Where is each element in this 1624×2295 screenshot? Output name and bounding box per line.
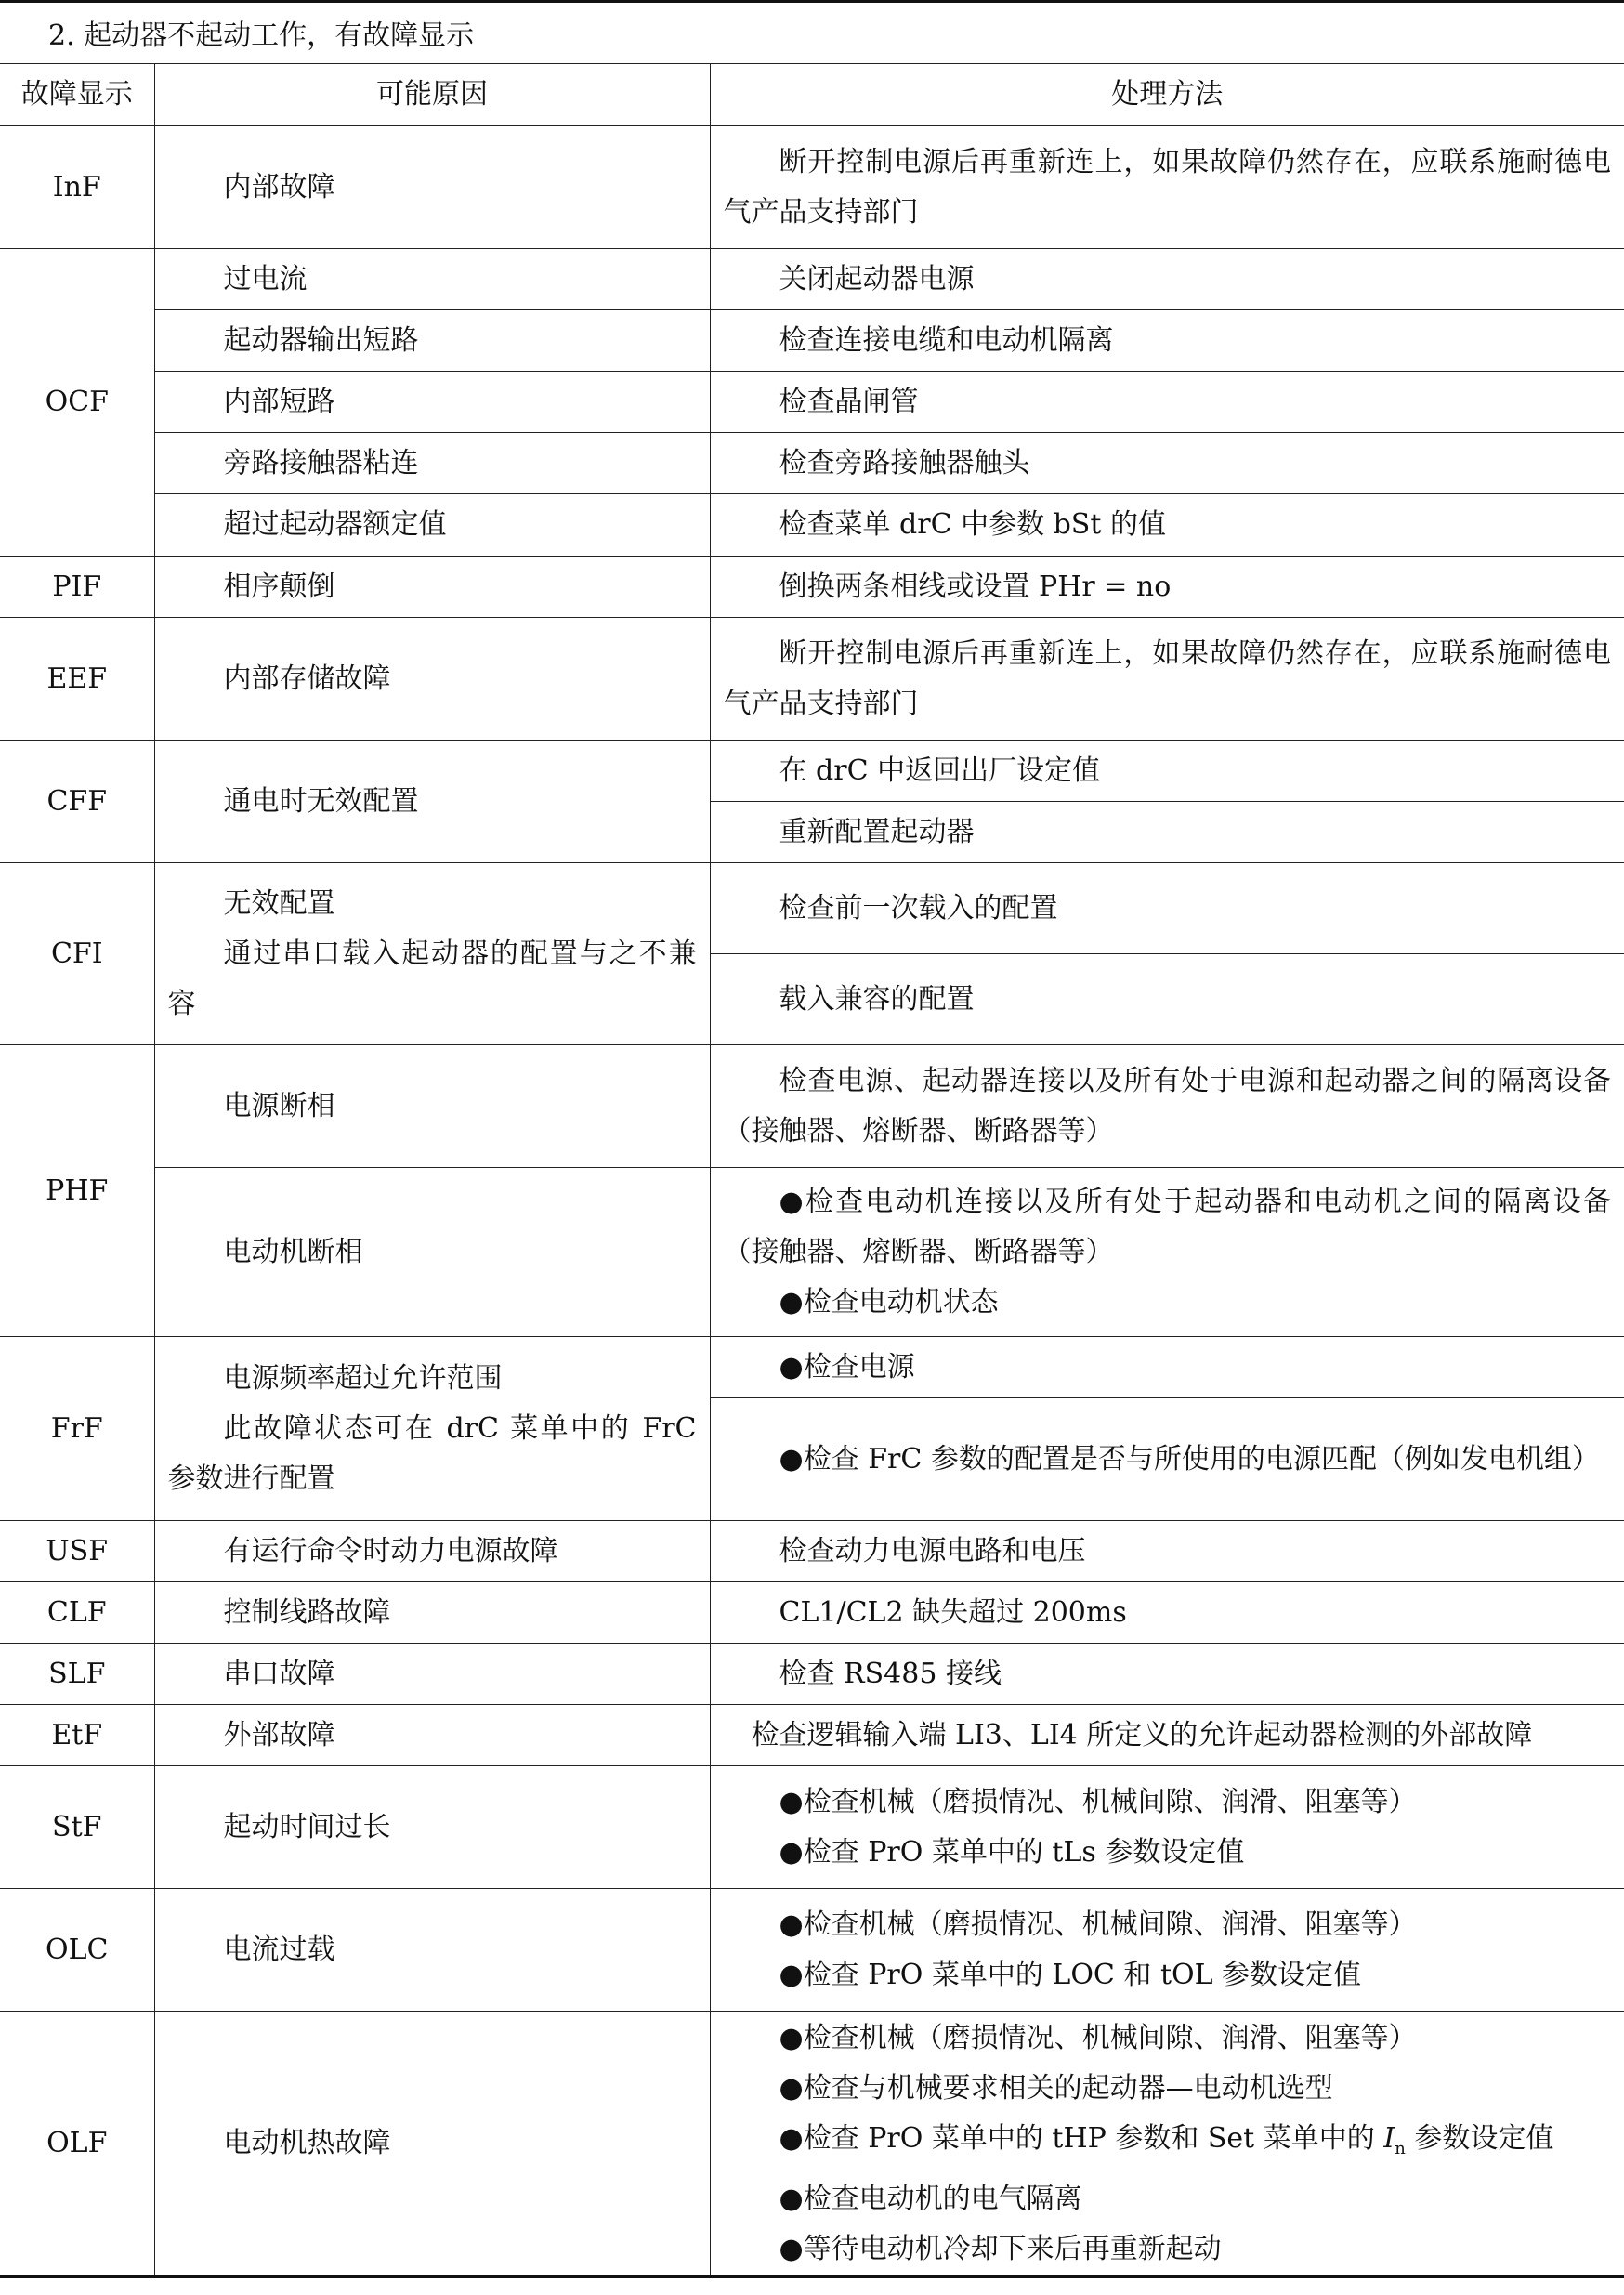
fault-code: OLF (0, 2012, 154, 2277)
header-possible-cause: 可能原因 (154, 64, 710, 126)
remedy-line: ●检查机械（磨损情况、机械间隙、润滑、阻塞等） (779, 1908, 1417, 1941)
fault-cause: 过电流 (154, 249, 710, 310)
remedy-line: ●检查机械（磨损情况、机械间隙、润滑、阻塞等） (779, 1785, 1417, 1818)
cause-line: 通过串口载入起动器的配置与之不兼容 (167, 937, 697, 1020)
remedy-line: ●等待电动机冷却下来后再重新起动 (779, 2232, 1222, 2265)
remedy-line: ●检查电动机连接以及所有处于起动器和电动机之间的隔离设备（接触器、熔断器、断路器等） (723, 1185, 1611, 1268)
fault-code: PHF (0, 1045, 154, 1337)
rated-current-symbol: I (1383, 2121, 1395, 2155)
fault-code: StF (0, 1766, 154, 1889)
fault-code: CLF (0, 1582, 154, 1644)
remedy-line: ●检查与机械要求相关的起动器—电动机选型 (779, 2071, 1333, 2105)
fault-remedy: 检查逻辑输入端 LI3、LI4 所定义的允许起动器检测的外部故障 (710, 1705, 1624, 1766)
fault-remedy (710, 1766, 1624, 1889)
fault-code: FrF (0, 1337, 154, 1521)
top-rule (0, 0, 1624, 3)
fault-remedy (710, 1168, 1624, 1337)
remedy-text: ●检查 PrO 菜单中的 tHP 参数和 Set 菜单中的 (779, 2121, 1384, 2155)
fault-remedy: CL1/CL2 缺失超过 200ms (710, 1582, 1624, 1644)
table-row (0, 1168, 1624, 1337)
remedy-line (724, 2114, 1612, 2174)
fault-code: EtF (0, 1705, 154, 1766)
fault-cause: 外部故障 (154, 1705, 710, 1766)
fault-cause: 内部短路 (154, 372, 710, 433)
fault-table (0, 63, 1624, 2278)
fault-remedy: ●检查 FrC 参数的配置是否与所使用的电源匹配（例如发电机组） (710, 1398, 1624, 1521)
fault-cause: 内部存储故障 (154, 618, 710, 741)
fault-cause: 电流过载 (154, 1889, 710, 2012)
cause-line: 此故障状态可在 drC 菜单中的 FrC 参数进行配置 (167, 1411, 697, 1495)
fault-remedy: 倒换两条相线或设置 PHr = no (710, 557, 1624, 618)
fault-remedy: ●检查电源 (710, 1337, 1624, 1398)
fault-remedy: 重新配置起动器 (710, 802, 1624, 863)
fault-cause: 电源断相 (154, 1045, 710, 1168)
cause-line: 无效配置 (223, 886, 335, 920)
fault-cause: 通电时无效配置 (154, 741, 710, 863)
fault-cause (154, 863, 710, 1045)
fault-cause: 超过起动器额定值 (154, 494, 710, 557)
table-row (0, 1045, 1624, 1168)
table-row (0, 741, 1624, 802)
table-row (0, 249, 1624, 310)
fault-remedy: 关闭起动器电源 (710, 249, 1624, 310)
table-row (0, 1705, 1624, 1766)
fault-remedy: 检查晶闸管 (710, 372, 1624, 433)
table-header-row (0, 64, 1624, 126)
fault-code: InF (0, 126, 154, 249)
fault-code: OCF (0, 249, 154, 557)
table-row (0, 1889, 1624, 2012)
table-row (0, 372, 1624, 433)
remedy-text: 参数设定值 (1405, 2121, 1554, 2155)
fault-cause: 串口故障 (154, 1644, 710, 1705)
fault-remedy: 断开控制电源后再重新连上，如果故障仍然存在，应联系施耐德电气产品支持部门 (710, 618, 1624, 741)
fault-cause: 旁路接触器粘连 (154, 433, 710, 494)
table-row (0, 618, 1624, 741)
fault-remedy: 检查连接电缆和电动机隔离 (710, 310, 1624, 372)
table-row (0, 1766, 1624, 1889)
fault-cause: 控制线路故障 (154, 1582, 710, 1644)
fault-code: USF (0, 1521, 154, 1582)
table-row (0, 1521, 1624, 1582)
table-row (0, 1644, 1624, 1705)
rated-current-subscript: n (1395, 2138, 1406, 2158)
fault-code: CFI (0, 863, 154, 1045)
remedy-line: ●检查机械（磨损情况、机械间隙、润滑、阻塞等） (779, 2021, 1417, 2054)
fault-remedy: 在 drC 中返回出厂设定值 (710, 741, 1624, 802)
fault-remedy: 检查前一次载入的配置 (710, 863, 1624, 954)
fault-code: SLF (0, 1644, 154, 1705)
fault-cause: 电动机热故障 (154, 2012, 710, 2277)
fault-remedy: 载入兼容的配置 (710, 954, 1624, 1045)
table-row (0, 863, 1624, 954)
fault-code: OLC (0, 1889, 154, 2012)
fault-remedy: 检查 RS485 接线 (710, 1644, 1624, 1705)
fault-cause: 电动机断相 (154, 1168, 710, 1337)
fault-remedy: 断开控制电源后再重新连上，如果故障仍然存在，应联系施耐德电气产品支持部门 (710, 126, 1624, 249)
fault-remedy: 检查旁路接触器触头 (710, 433, 1624, 494)
remedy-line: ●检查 PrO 菜单中的 LOC 和 tOL 参数设定值 (779, 1958, 1362, 1991)
header-remedy: 处理方法 (710, 64, 1624, 126)
fault-cause: 内部故障 (154, 126, 710, 249)
fault-code: PIF (0, 557, 154, 618)
fault-remedy: 检查动力电源电路和电压 (710, 1521, 1624, 1582)
fault-remedy (710, 1889, 1624, 2012)
remedy-line: ●检查 PrO 菜单中的 tLs 参数设定值 (779, 1835, 1245, 1869)
table-row (0, 494, 1624, 557)
fault-code: CFF (0, 741, 154, 863)
fault-remedy: 检查电源、起动器连接以及所有处于电源和起动器之间的隔离设备（接触器、熔断器、断路器等） (710, 1045, 1624, 1168)
remedy-line: ●检查电动机的电气隔离 (779, 2182, 1082, 2215)
table-row (0, 126, 1624, 249)
fault-cause: 相序颠倒 (154, 557, 710, 618)
fault-cause (154, 1337, 710, 1521)
fault-cause: 起动器输出短路 (154, 310, 710, 372)
table-row (0, 310, 1624, 372)
table-row (0, 2012, 1624, 2277)
fault-remedy: 检查菜单 drC 中参数 bSt 的值 (710, 494, 1624, 557)
section-heading: 2. 起动器不起动工作，有故障显示 (48, 20, 475, 52)
table-row (0, 1582, 1624, 1644)
fault-cause: 起动时间过长 (154, 1766, 710, 1889)
remedy-line: ●检查电动机状态 (779, 1285, 999, 1318)
fault-code: EEF (0, 618, 154, 741)
header-fault-display: 故障显示 (0, 64, 154, 126)
cause-line: 电源频率超过允许范围 (223, 1361, 503, 1395)
table-row (0, 557, 1624, 618)
fault-cause: 有运行命令时动力电源故障 (154, 1521, 710, 1582)
table-row (0, 1337, 1624, 1398)
fault-remedy (710, 2012, 1624, 2277)
table-row (0, 433, 1624, 494)
